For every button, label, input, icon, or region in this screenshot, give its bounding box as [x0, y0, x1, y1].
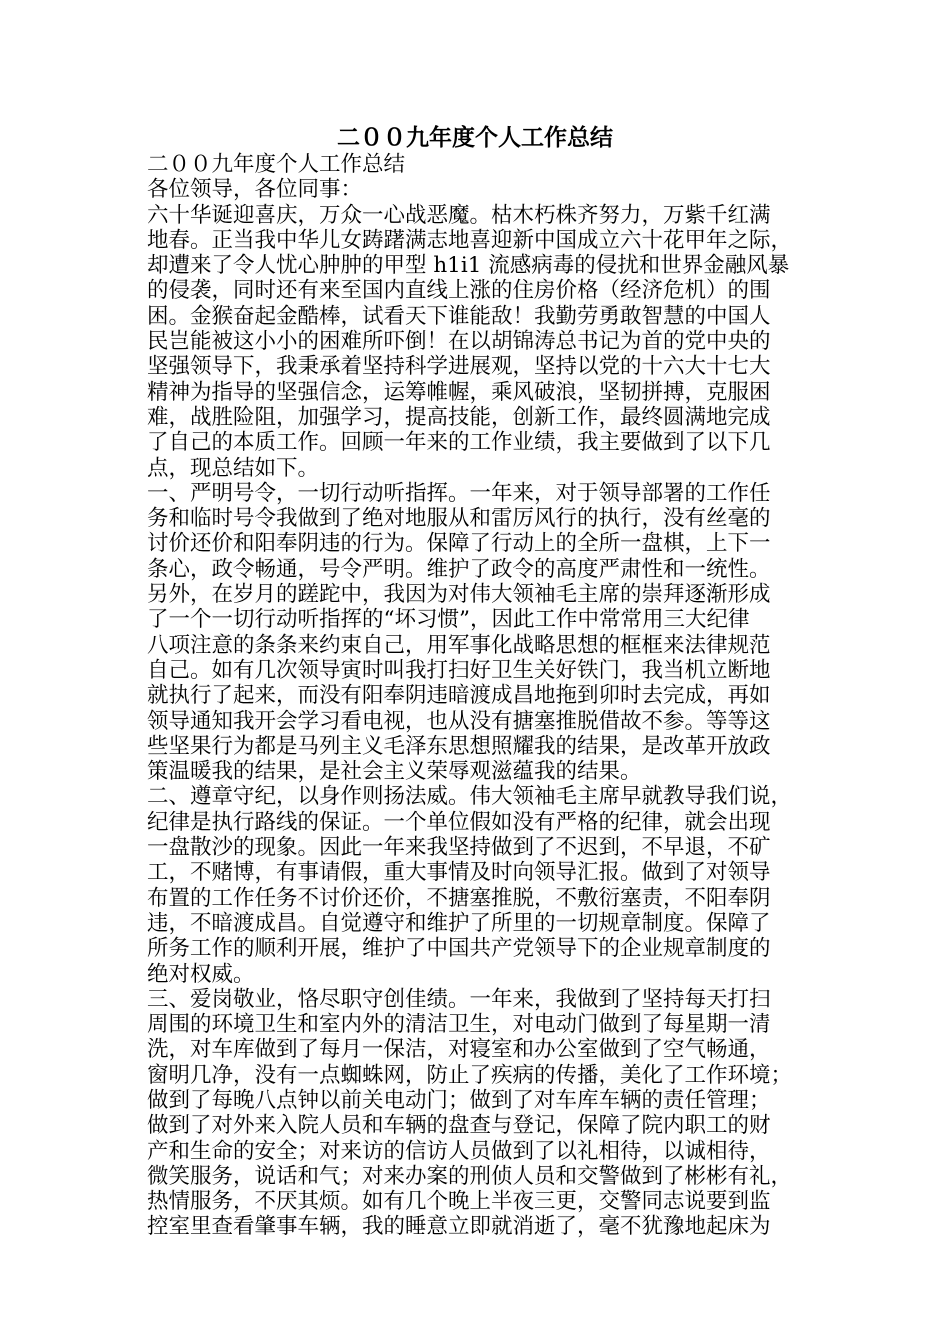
body-text-line: 讨价还价和阳奉阴违的行为。保障了行动上的全所一盘棋，上下一 [147, 531, 771, 557]
body-text-line: 热情服务，不厌其烦。如有几个晚上半夜三更，交警同志说要到监 [147, 1189, 771, 1215]
body-text-line: 了一个一切行动听指挥的“坏习惯”，因此工作中常常用三大纪律 [147, 607, 750, 633]
body-text-line: 精神为指导的坚强信念，运筹帷幄，乘风破浪，坚韧拼搏，克服困 [147, 379, 771, 405]
body-text-line: 绝对权威。 [147, 961, 255, 987]
body-text-line: 二００九年度个人工作总结 [147, 152, 406, 177]
document-title: 二００九年度个人工作总结 [337, 124, 613, 151]
body-text-line: 周围的环境卫生和室内外的清洁卫生，对电动门做到了每星期一清 [147, 1012, 771, 1038]
body-text-line: 布置的工作任务不讨价还价，不搪塞推脱，不敷衍塞责，不阳奉阴 [147, 885, 771, 911]
body-text-line: 做到了对外来入院人员和车辆的盘查与登记，保障了院内职工的财 [147, 1113, 771, 1139]
body-text-line: 控室里查看肇事车辆，我的睡意立即就消逝了，毫不犹豫地起床为 [147, 1214, 771, 1240]
body-text-line: 做到了每晚八点钟以前关电动门；做到了对车库车辆的责任管理； [147, 1087, 771, 1113]
body-text-line: 却遭来了令人忧心肿肿的甲型 h1i1 流感病毒的侵扰和世界金融风暴 [147, 253, 790, 279]
body-text-line: 八项注意的条条来约束自己，用军事化战略思想的框框来法律规范 [147, 632, 771, 658]
body-text-line: 另外，在岁月的蹉跎中，我因为对伟大领袖毛主席的崇拜逐渐形成 [147, 582, 771, 608]
body-text-line: 领导通知我开会学习看电视，也从没有搪塞推脱借故不参。等等这 [147, 708, 771, 734]
body-text-line: 务和临时号令我做到了绝对地服从和雷厉风行的执行，没有丝毫的 [147, 506, 771, 532]
body-text-line: 窗明几净，没有一点蜘蛛网，防止了疾病的传播，美化了工作环境； [147, 1062, 793, 1088]
body-text-line: 点，现总结如下。 [147, 455, 320, 481]
body-text-line: 策温暖我的结果，是社会主义荣辱观滋蕴我的结果。 [147, 759, 642, 785]
body-text-line: 三、爱岗敬业，恪尽职守创佳绩。一年来，我做到了坚持每天打扫 [147, 986, 771, 1012]
body-text-line: 就执行了起来，而没有阳奉阴违暗渡成昌地拖到卯时去完成，再如 [147, 683, 771, 709]
body-text-line: 产和生命的安全；对来访的信访人员做到了以礼相待，以诚相待， [147, 1138, 771, 1164]
body-text-line: 坚强领导下，我秉承着坚持科学进展观，坚持以党的十六大十七大 [147, 354, 771, 380]
body-text-line: 二、遵章守纪，以身作则扬法威。伟大领袖毛主席早就教导我们说， [147, 784, 793, 810]
body-text-line: 工，不赌博，有事请假，重大事情及时向领导汇报。做到了对领导 [147, 860, 771, 886]
body-text-line: 了自己的本质工作。回顾一年来的工作业绩，我主要做到了以下几 [147, 430, 771, 456]
body-text-line: 困。金猴奋起金酷棒，试看天下谁能敌！我勤劳勇敢智慧的中国人 [147, 303, 771, 329]
body-text-line: 纪律是执行路线的保证。一个单位假如没有严格的纪律，就会出现 [147, 809, 771, 835]
document-body [147, 152, 807, 1240]
body-text-line: 一盘散沙的现象。因此一年来我坚持做到了不迟到，不早退，不矿 [147, 835, 771, 861]
body-text-line: 条心，政令畅通，号令严明。维护了政令的高度严肃性和一统性。 [147, 556, 771, 582]
body-text-line: 六十华诞迎喜庆，万众一心战恶魔。枯木朽株齐努力，万紫千红满 [147, 202, 771, 228]
body-text-line: 的侵袭，同时还有来至国内直线上涨的住房价格（经济危机）的围 [147, 278, 771, 304]
body-text-line: 些坚果行为都是马列主义毛泽东思想照耀我的结果，是改革开放政 [147, 733, 771, 759]
body-text-line: 民岂能被这小小的困难所吓倒！在以胡锦涛总书记为首的党中央的 [147, 329, 771, 355]
body-text-line: 各位领导，各位同事： [147, 177, 363, 203]
body-text-line: 自己。如有几次领导寅时叫我打扫好卫生关好铁门，我当机立断地 [147, 657, 771, 683]
body-text-line: 地春。正当我中华儿女踌躇满志地喜迎新中国成立六十花甲年之际， [147, 227, 793, 253]
body-text-line: 违，不暗渡成昌。自觉遵守和维护了所里的一切规章制度。保障了 [147, 910, 771, 936]
body-text-line: 所务工作的顺利开展，维护了中国共产党领导下的企业规章制度的 [147, 936, 771, 962]
body-text-line: 洗，对车库做到了每月一保洁，对寝室和办公室做到了空气畅通， [147, 1037, 771, 1063]
body-text-line: 一、严明号令，一切行动听指挥。一年来，对于领导部署的工作任 [147, 480, 771, 506]
body-text-line: 难，战胜险阻，加强学习，提高技能，创新工作，最终圆满地完成 [147, 404, 771, 430]
body-text-line: 微笑服务，说话和气；对来办案的刑侦人员和交警做到了彬彬有礼， [147, 1163, 793, 1189]
